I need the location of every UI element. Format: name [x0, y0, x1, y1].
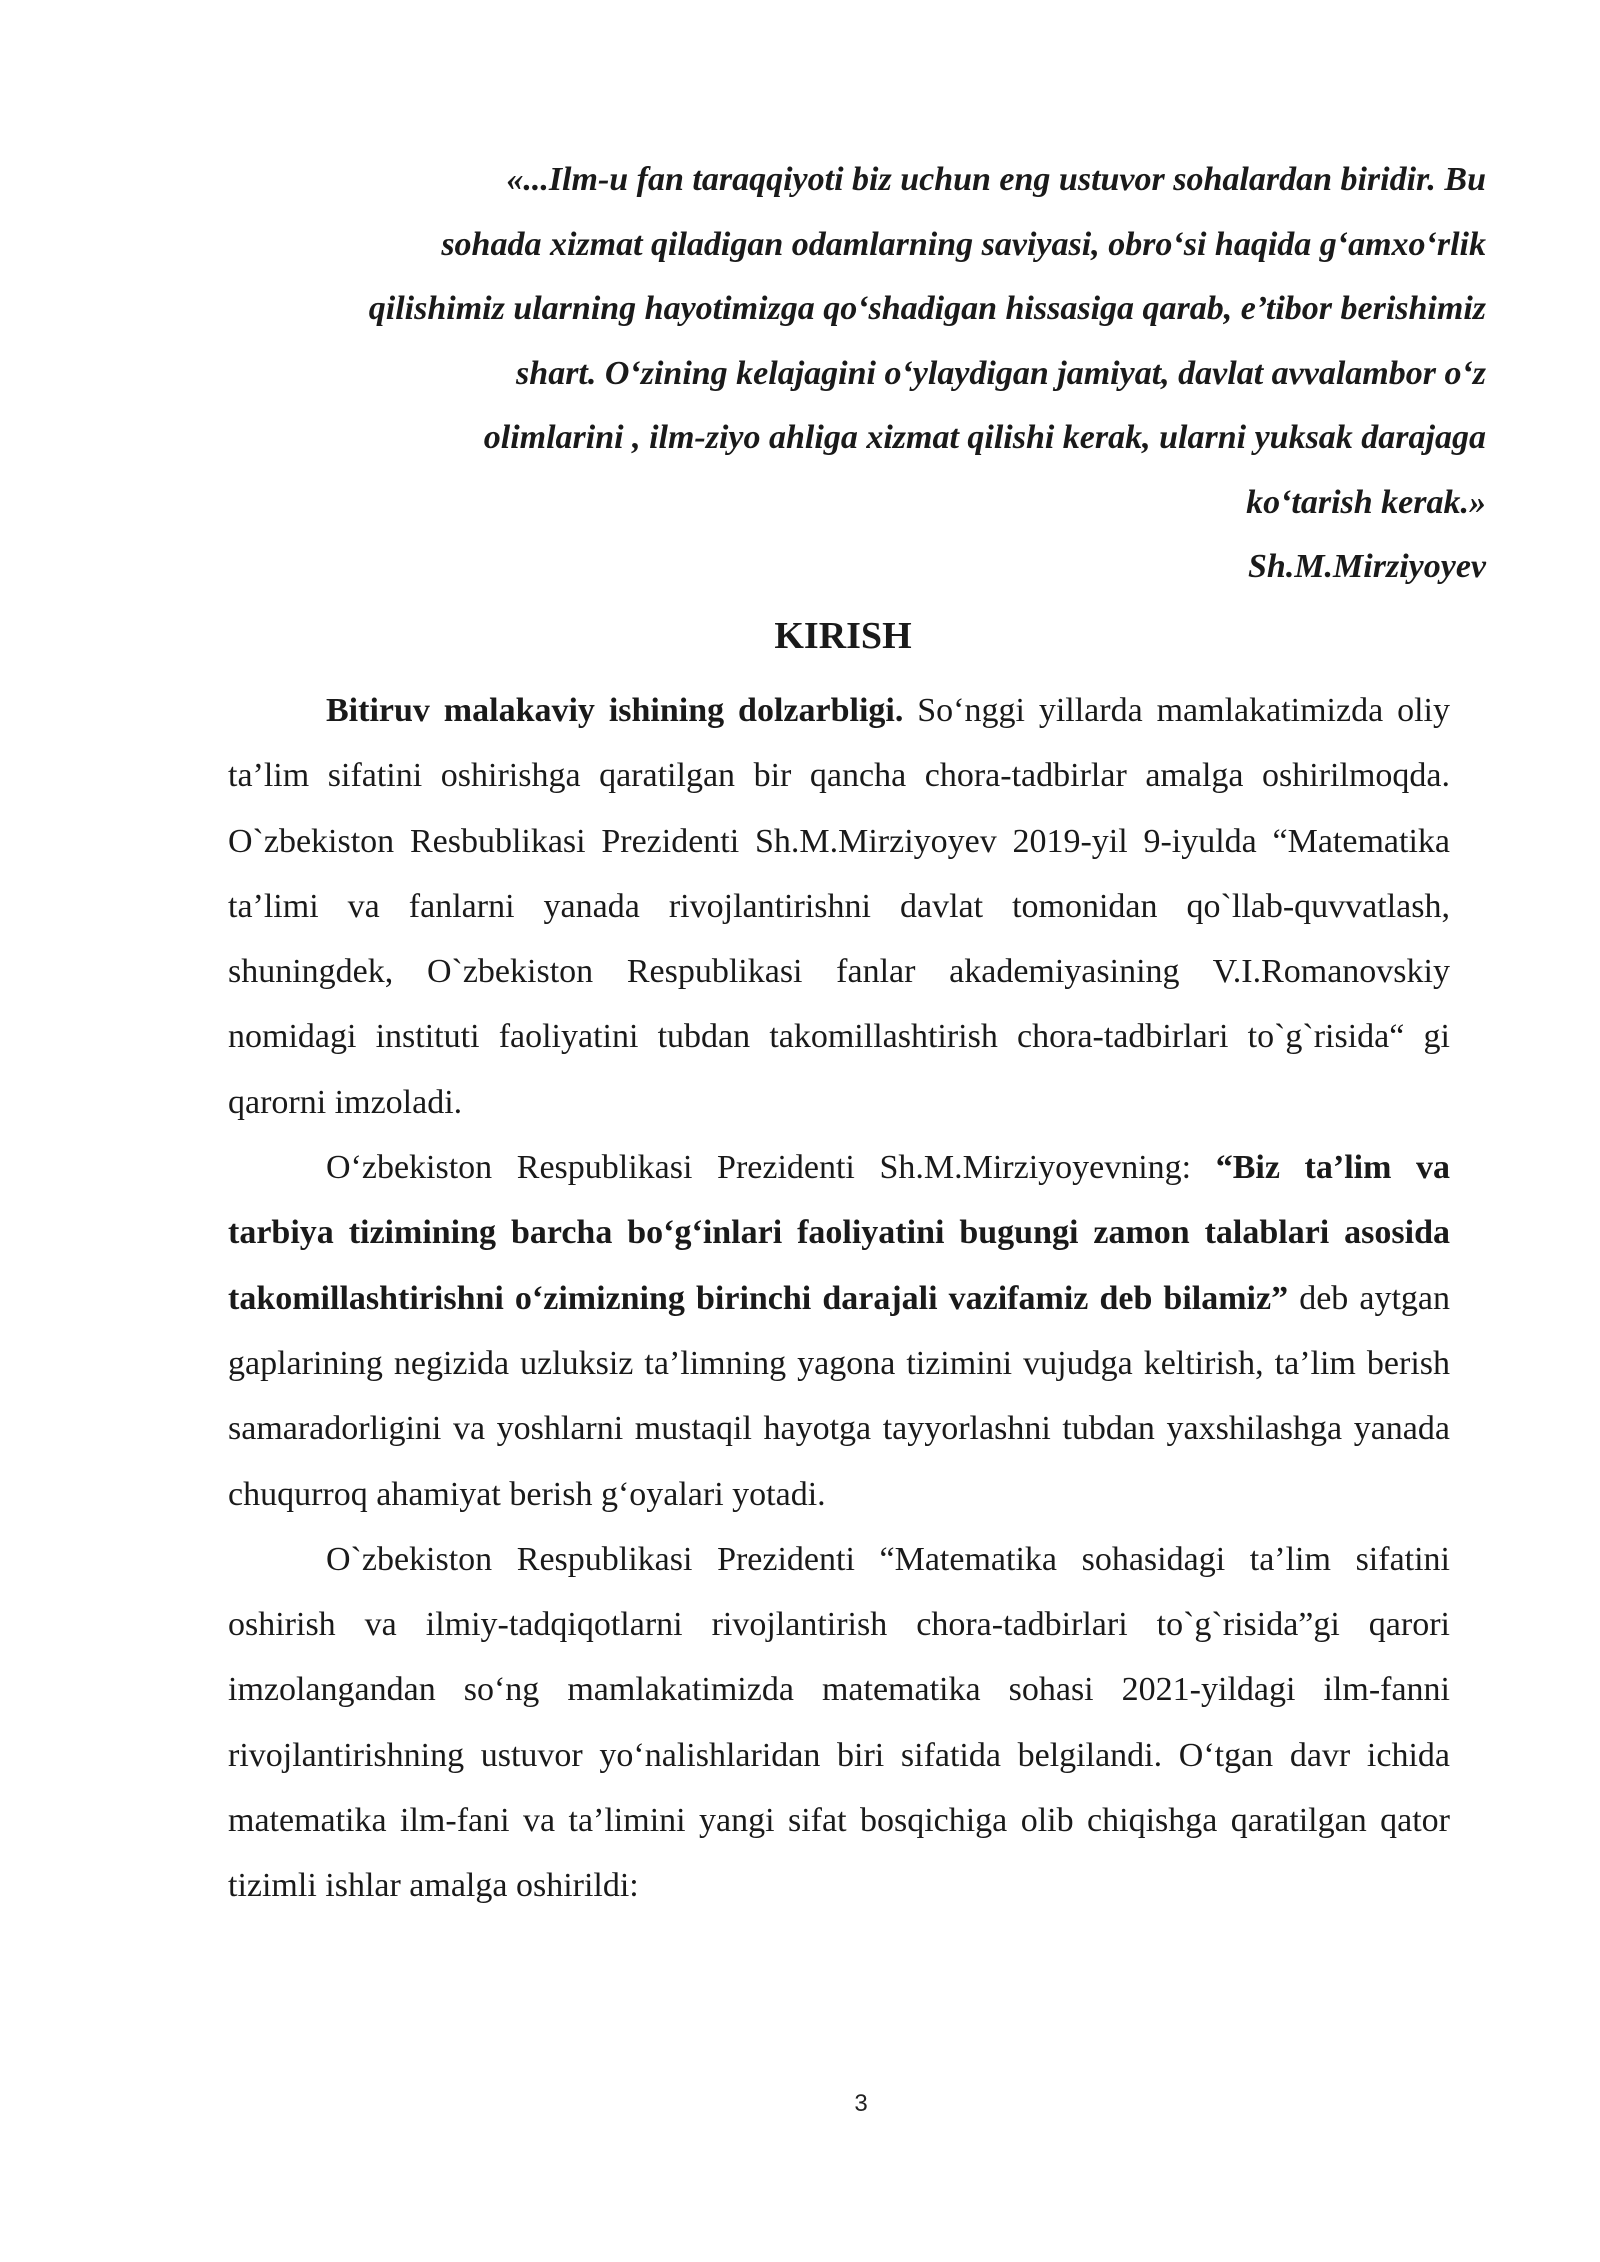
paragraph-text: So‘nggi yillarda mamlakatimizda oliy ta’lim sifatini oshirishga qaratilgan bir qancha chora-tadbirlar amalga oshirilmoqda. O`zbekiston Resbublikasi Prezidenti Sh.M.Mirziyoyev 2019-yil 9-iyulda “Matematika ta’limi va fanlarni yanada rivojlantirishni davlat tomonidan qo`llab-quvvatlash, shuningdek, O`zbekiston Respublikasi fanlar akademiyasining V.I.Romanovskiy nomidagi instituti faoliyatini tubdan takomillashtirish chora-tadbirlari to`g`risida“ gi qarorni imzoladi.	[228, 692, 1450, 1121]
epigraph-author: Sh.M.Mirziyoyev	[1248, 548, 1486, 585]
epigraph-line: qilishimiz ularning hayotimizga qo‘shadigan hissasiga qarab, e’tibor berishimiz	[368, 290, 1486, 327]
epigraph-quote	[230, 148, 1486, 600]
paragraph-text: deb aytgan gaplarining negizida uzluksiz ta’limning yagona tizimini vujudga keltirish, ta’lim berish samaradorligini va yoshlarni mustaqil hayotga tayyorlashni tubdan yaxshilashga yanada chuqurroq ahamiyat berish g‘oyalari yotadi.	[228, 1279, 1451, 1513]
page-number: 3	[854, 2090, 868, 2117]
section-heading: KIRISH	[774, 615, 912, 657]
paragraph-lead-bold: Bitiruv malakaviy ishining dolzarbligi.	[326, 692, 904, 729]
epigraph-line: shart. O‘zining kelajagini o‘ylaydigan jamiyat, davlat avvalambor o‘z	[516, 354, 1486, 392]
paragraph-decree	[228, 1527, 1450, 1919]
epigraph-line: sohada xizmat qiladigan odamlarning saviyasi, obro‘si haqida g‘amxo‘rlik	[441, 225, 1486, 263]
epigraph-line: ko‘tarish kerak.»	[1246, 483, 1486, 521]
body-text	[228, 678, 1450, 1919]
paragraph-relevance	[228, 678, 1450, 1135]
epigraph-line: «...Ilm-u fan taraqqiyoti biz uchun eng ustuvor sohalardan biridir. Bu	[506, 161, 1486, 198]
epigraph-line: olimlarini , ilm-ziyo ahliga xizmat qilishi kerak, ularni yuksak darajaga	[483, 419, 1486, 456]
paragraph-text: O`zbekiston Respublikasi Prezidenti “Matematika sohasidagi ta’lim sifatini oshirish va ilmiy-tadqiqotlarni rivojlantirish chora-tadbirlari to`g`risida”gi qarori imzolangandan so‘ng mamlakatimizda matematika sohasi 2021-yildagi ilm-fanni rivojlantirishning ustuvor yo‘nalishlaridan biri sifatida belgilandi. O‘tgan davr ichida matematika ilm-fani va ta’limini yangi sifat bosqichiga olib chiqishga qaratilgan qator tizimli ishlar amalga oshirildi:	[228, 1540, 1450, 1905]
paragraph-bold-quote: “Biz ta’lim va tarbiya tizimining barcha bo‘g‘inlari faoliyatini bugungi zamon talablari asosida takomillashtirishni o‘zimizning birinchi darajali vazifamiz deb bilamiz”	[228, 1149, 1450, 1317]
paragraph-president-quote	[228, 1135, 1450, 1527]
paragraph-text: O‘zbekiston Respublikasi Prezidenti Sh.M.Mirziyoyevning:	[326, 1149, 1216, 1187]
